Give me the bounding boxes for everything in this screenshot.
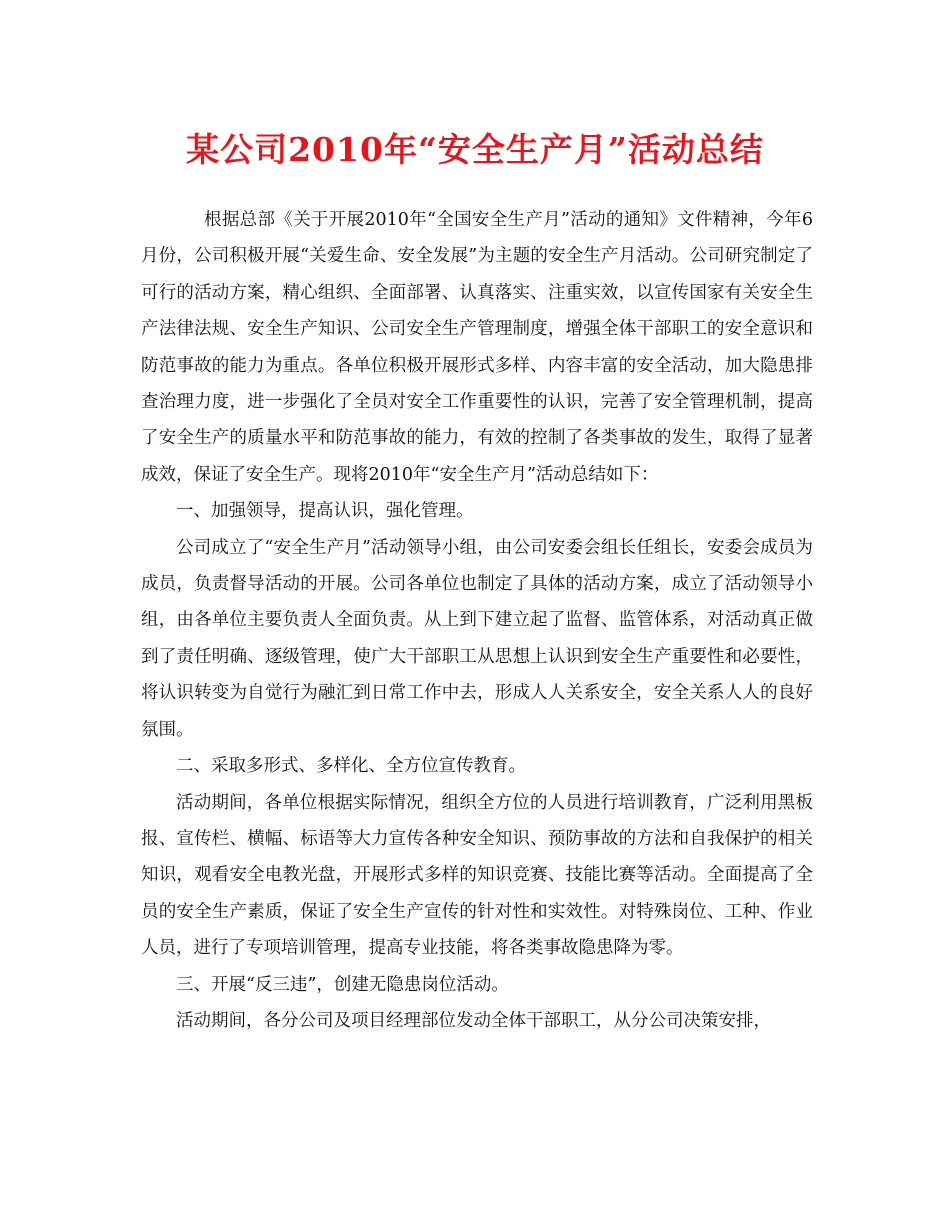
section-heading-3: 三、开展“反三违”，创建无隐患岗位活动。 <box>176 974 509 995</box>
paragraph-section-3: 活动期间，各分公司及项目经理部位发动全体干部职工，从分公司决策安排， <box>176 1010 771 1031</box>
paragraph-intro: 根据总部《关于开展2010年“全国安全生产月”活动的通知》文件精神，今年6月份，公司积极开展“关爱生命、安全发展”为主题的安全生产月活动。公司研究制定了可行的活动方案，精心组织、全面部署、认真落实、注重实效，以宣传国家有关安全生产法律法规、安全生产知识、公司安全生产管理制度，增强全体干部职工的安全意识和防范事故的能力为重点。各单位积极开展形式多样、内容丰富的安全活动，加大隐患排查治理力度，进一步强化了全员对安全工作重要性的认识，完善了安全管理机制，提高了安全生产的质量水平和防范事故的能力，有效的控制了各类事故的发生，取得了显著成效，保证了安全生产。现将2010年“安全生产月”活动总结如下： <box>141 210 813 485</box>
document-title: 某公司2010年“安全生产月”活动总结 <box>186 130 764 169</box>
paragraph-section-2: 活动期间，各单位根据实际情况，组织全方位的人员进行培训教育，广泛利用黑板报、宣传栏、横幅、标语等大力宣传各种安全知识、预防事故的方法和自我保护的相关知识，观看安全电教光盘，开展形式多样的知识竞赛、技能比赛等活动。全面提高了全员的安全生产素质，保证了安全生产宣传的针对性和实效性。对特殊岗位、工种、作业人员，进行了专项培训管理，提高专业技能，将各类事故隐患降为零。 <box>141 792 813 959</box>
document-body <box>141 202 813 1039</box>
section-heading-2: 二、采取多形式、多样化、全方位宣传教育。 <box>176 756 526 777</box>
section-heading-1: 一、加强领导，提高认识，强化管理。 <box>176 501 474 522</box>
paragraph-section-1: 公司成立了“安全生产月”活动领导小组，由公司安委会组长任组长，安委会成员为成员，负责督导活动的开展。公司各单位也制定了具体的活动方案，成立了活动领导小组，由各单位主要负责人全面负责。从上到下建立起了监督、监管体系，对活动真正做到了责任明确、逐级管理，使广大干部职工从思想上认识到安全生产重要性和必要性，将认识转变为自觉行为融汇到日常工作中去，形成人人关系安全，安全关系人人的良好氛围。 <box>141 537 813 740</box>
